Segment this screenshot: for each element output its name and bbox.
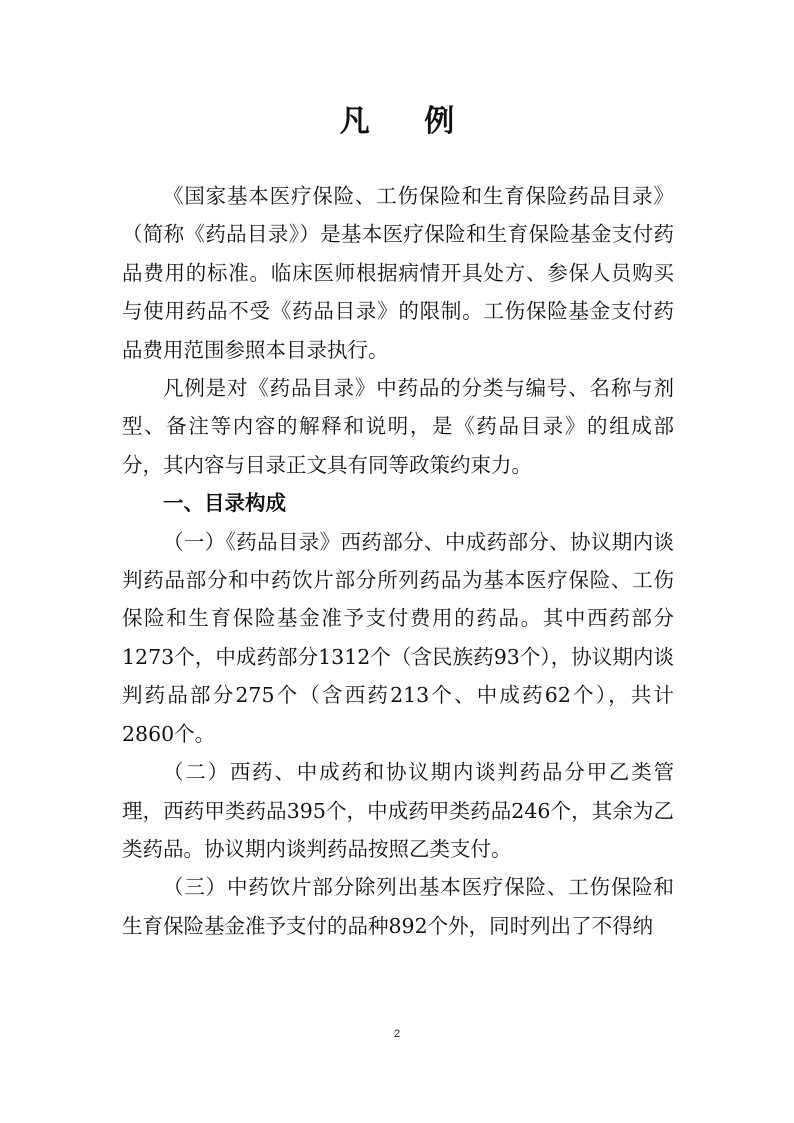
section-heading-catalog-composition: 一、目录构成 [163, 491, 286, 516]
paragraph-item-2: （二）西药、中成药和协议期内谈判药品分甲乙类管理，西药甲类药品395个，中成药甲类药品246个，其余为乙类药品。协议期内谈判药品按照乙类支付。 [122, 760, 674, 861]
paragraph-intro: 《国家基本医疗保险、工伤保险和生育保险药品目录》（简称《药品目录》）是基本医疗保险和生育保险基金支付药品费用的标准。临床医师根据病情开具处方、参保人员购买与使用药品不受《药品目录》的限制。工伤保险基金支付药品费用范围参照本目录执行。 [122, 184, 674, 362]
paragraph-explanation: 凡例是对《药品目录》中药品的分类与编号、名称与剂型、备注等内容的解释和说明，是《药品目录》的组成部分，其内容与目录正文具有同等政策约束力。 [122, 376, 674, 477]
paragraph-item-1: （一）《药品目录》西药部分、中成药部分、协议期内谈判药品部分和中药饮片部分所列药品为基本医疗保险、工伤保险和生育保险基金准予支付费用的药品。其中西药部分1273个，中成药部分1312个（含民族药93个），协议期内谈判药品部分275个（含西药213个、中成药62个），共计2860个。 [122, 529, 674, 746]
document-body [122, 177, 674, 945]
paragraph-item-3: （三）中药饮片部分除列出基本医疗保险、工伤保险和生育保险基金准予支付的品种892个外，同时列出了不得纳 [122, 875, 674, 938]
page-number: 2 [393, 1028, 401, 1040]
page-title: 凡 例 [339, 104, 477, 139]
